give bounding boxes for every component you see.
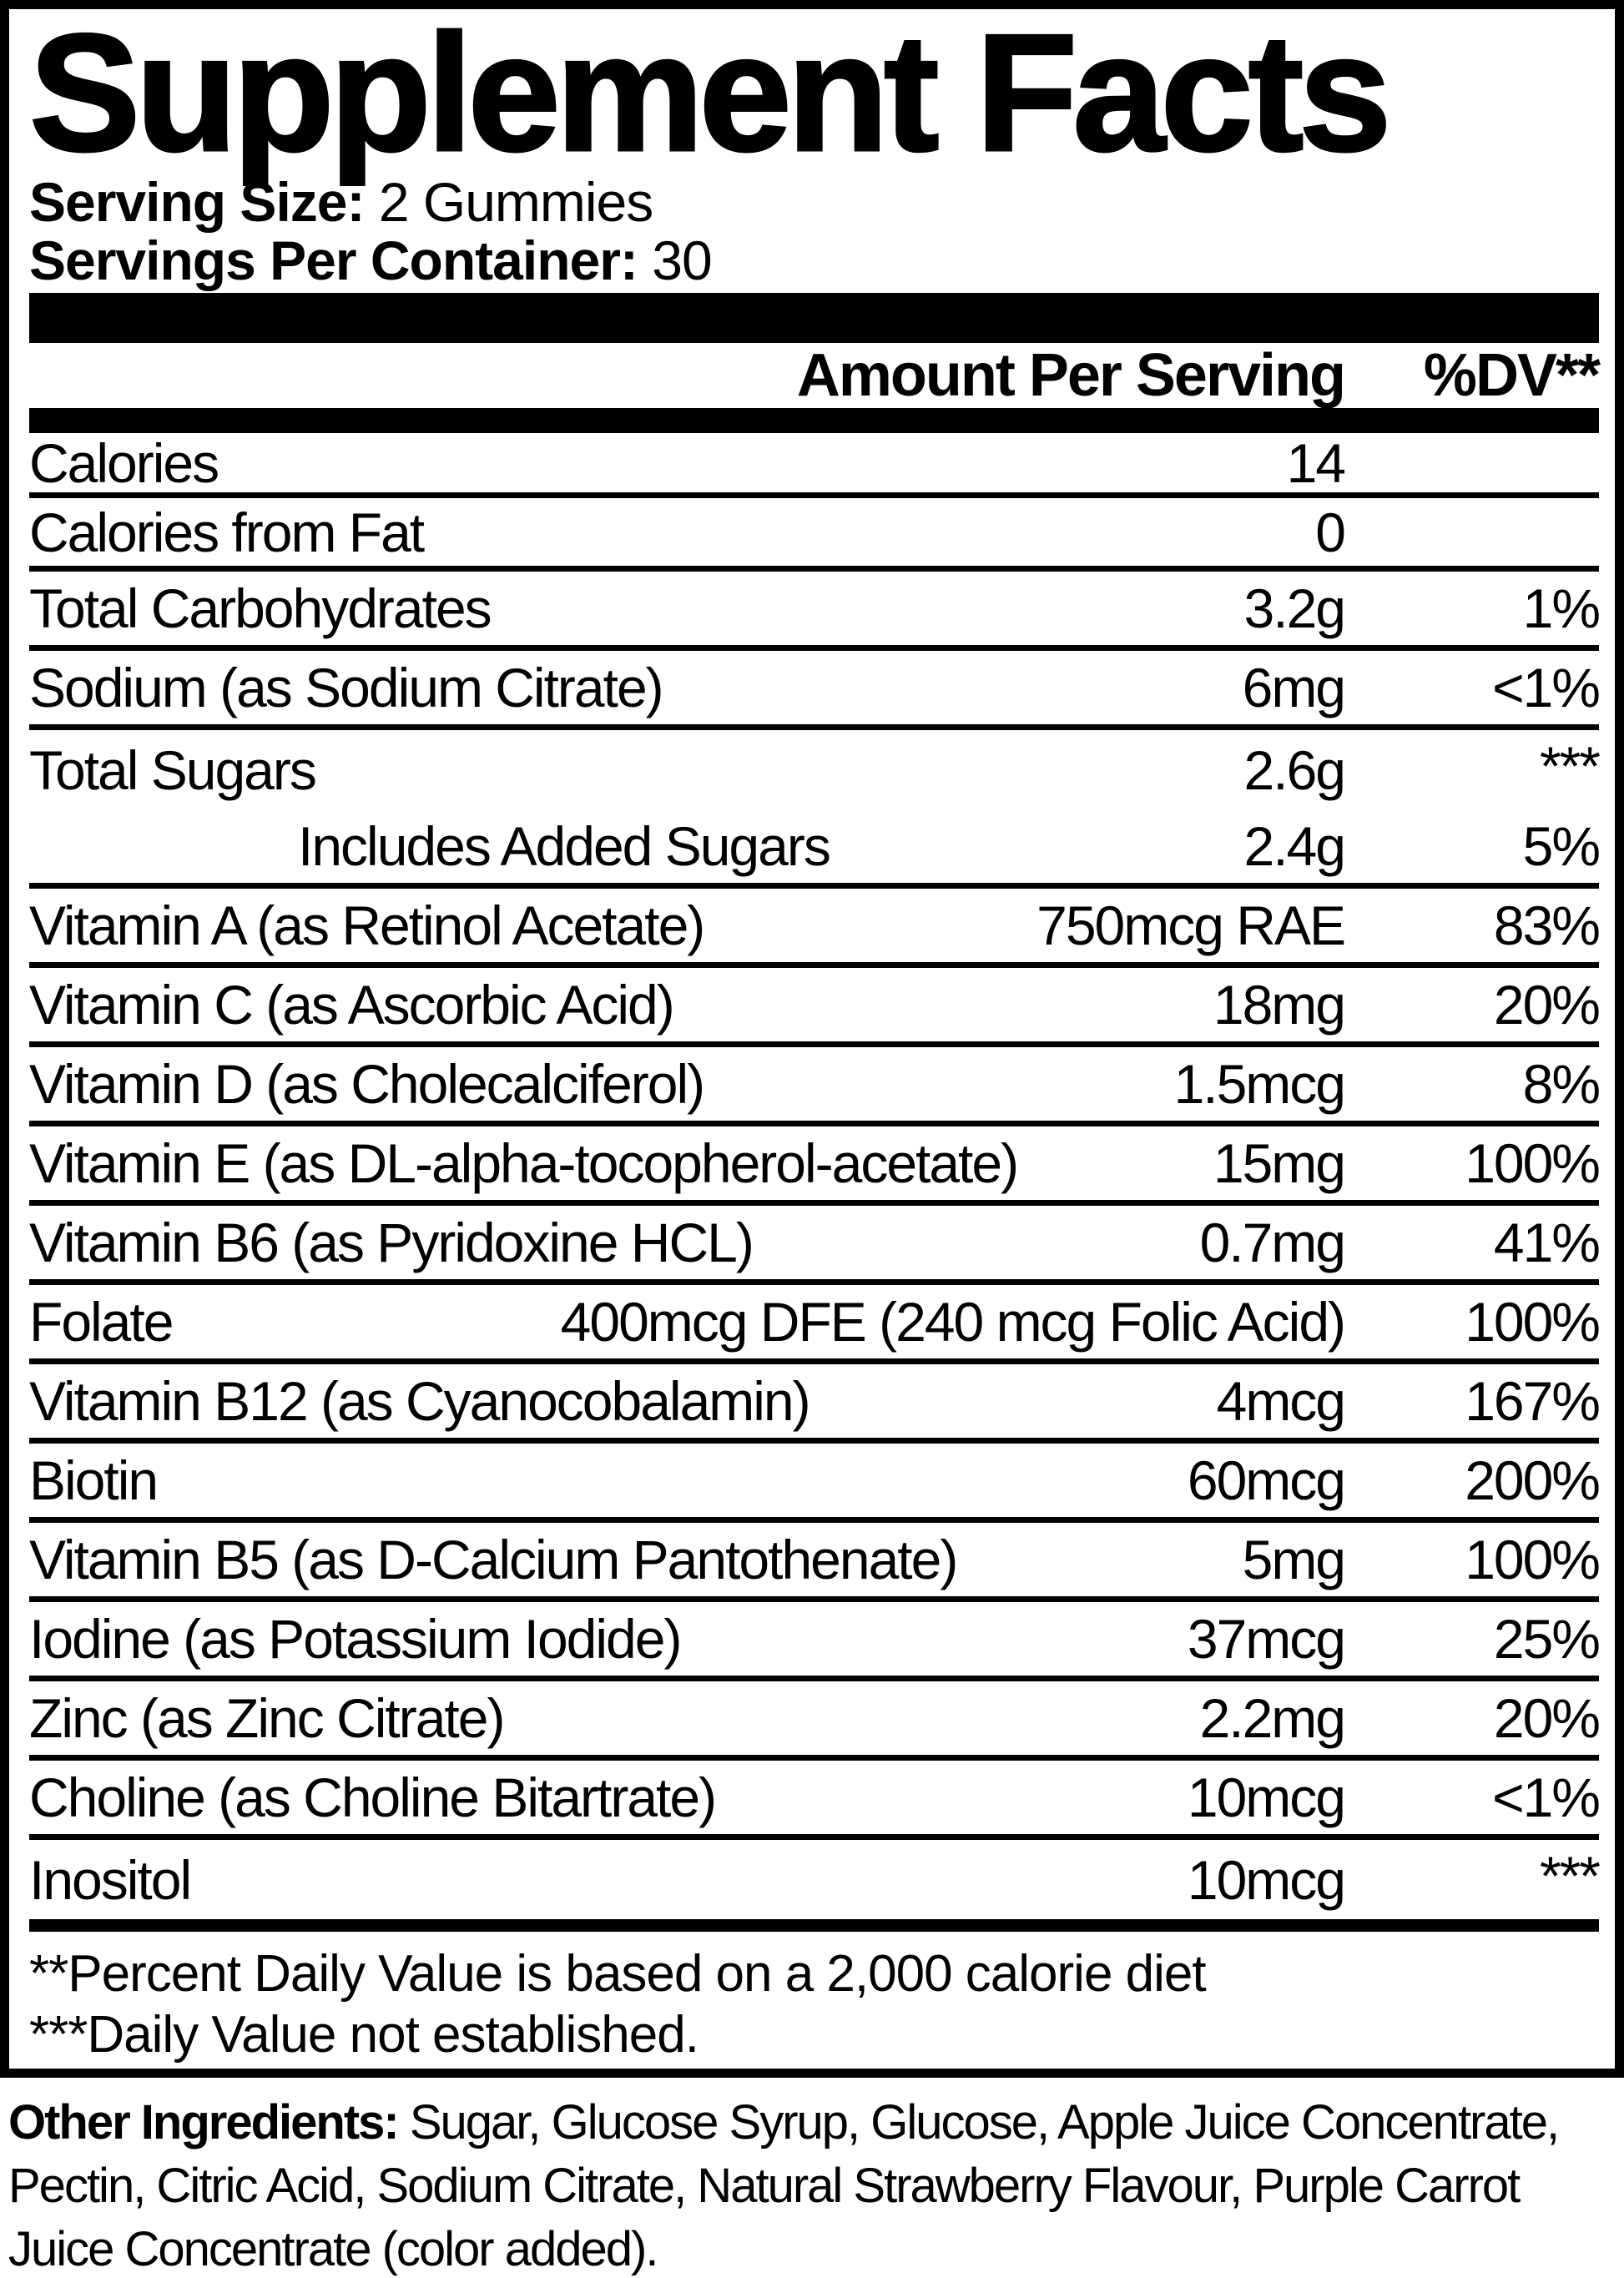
nutrient-name: Vitamin C (as Ascorbic Acid) [29,974,673,1036]
nutrient-amount: 1.5mcg [1173,1053,1344,1115]
nutrient-name: Folate [29,1291,173,1353]
nutrient-name: Iodine (as Potassium Iodide) [29,1608,681,1670]
nutrient-row [29,1364,1599,1444]
nutrient-name: Vitamin A (as Retinol Acetate) [29,895,704,956]
nutrient-name: Total Carbohydrates [29,577,491,639]
nutrient-dv: 83% [1493,895,1599,956]
nutrient-row [29,572,1599,651]
nutrient-dv: 8% [1522,1053,1599,1115]
nutrient-amount: 400mcg DFE (240 mcg Folic Acid) [560,1291,1344,1353]
nutrient-dv: <1% [1492,1766,1599,1828]
nutrient-amount: 10mcg [1187,1848,1344,1911]
nutrient-dv: 20% [1493,974,1599,1036]
nutrient-dv: 200% [1465,1449,1599,1511]
nutrient-name: Total Sugars [29,738,315,801]
nutrient-row [29,730,1599,809]
nutrient-row [29,1206,1599,1285]
nutrient-row [29,809,1599,889]
other-ingredients-paragraph [8,2091,1616,2278]
nutrient-amount: 37mcg [1187,1608,1344,1670]
servings-per-container-line [29,231,1599,290]
nutrient-amount: 18mg [1213,974,1344,1036]
nutrient-dv: 100% [1465,1291,1599,1353]
nutrient-dv: *** [1539,735,1599,797]
nutrient-name: Sodium (as Sodium Citrate) [29,657,663,718]
nutrient-row [29,651,1599,730]
servings-per-container-value: 30 [652,229,712,291]
nutrient-name: Vitamin D (as Cholecalciferol) [29,1053,704,1115]
nutrient-amount: 15mg [1213,1132,1344,1194]
nutrient-dv: 25% [1493,1608,1599,1670]
nutrient-amount: 5mg [1242,1529,1344,1590]
nutrient-row [29,1047,1599,1126]
nutrient-row [29,1285,1599,1364]
nutrient-dv: 167% [1465,1370,1599,1432]
nutrient-name: Vitamin B5 (as D-Calcium Pantothenate) [29,1529,957,1590]
nutrient-amount: 0.7mg [1199,1212,1344,1273]
divider-bar-header [29,408,1599,433]
nutrient-name: Calories [29,431,219,494]
nutrient-row [29,1444,1599,1523]
nutrient-name: Biotin [29,1449,158,1511]
nutrient-amount: 60mcg [1187,1449,1344,1511]
nutrient-dv: 100% [1465,1529,1599,1590]
nutrient-amount: 4mcg [1216,1370,1344,1432]
nutrient-row [29,1602,1599,1681]
nutrient-name: Vitamin E (as DL-alpha-tocopherol-acetate) [29,1132,1018,1194]
nutrient-dv: 20% [1493,1687,1599,1749]
nutrient-amount: 0 [1315,501,1344,563]
nutrient-amount: 10mcg [1187,1766,1344,1828]
nutrient-name: Includes Added Sugars [298,815,830,877]
nutrient-name: Zinc (as Zinc Citrate) [29,1687,504,1749]
servings-per-container-label: Servings Per Container: [29,229,638,291]
nutrient-dv: <1% [1492,657,1599,718]
nutrient-row [29,498,1599,572]
dv-column-header: %DV** [1423,342,1599,409]
nutrient-row [29,1761,1599,1840]
nutrient-amount: 2.4g [1243,815,1344,877]
panel-title: Supplement Facts [29,0,1387,186]
nutrient-name: Vitamin B12 (as Cyanocobalamin) [29,1370,809,1432]
amount-column-header: Amount Per Serving [796,342,1344,409]
nutrient-dv: *** [1539,1845,1599,1907]
nutrient-row [29,1523,1599,1602]
nutrient-rows-table [29,433,1599,1919]
nutrient-name: Vitamin B6 (as Pyridoxine HCL) [29,1212,753,1273]
nutrient-amount: 6mg [1242,657,1344,718]
nutrient-name: Choline (as Choline Bitartrate) [29,1766,716,1828]
other-ingredients-text: Sugar, Glucose Syrup, Glucose, Apple Juice Concentrate, Pectin, Citric Acid, Sodium Citrate, Natural Strawberry Flavour, Purple Carrot Juice Concentrate (color added). [8,2095,1559,2276]
nutrient-amount: 3.2g [1243,577,1344,639]
nutrient-amount: 2.2mg [1199,1687,1344,1749]
serving-size-label: Serving Size: [29,171,365,233]
nutrient-name: Inositol [29,1848,191,1911]
nutrient-row [29,1840,1599,1919]
nutrient-name: Calories from Fat [29,501,424,563]
footnote-daily-value: **Percent Daily Value is based on a 2,000 calorie diet [29,1945,1206,2003]
other-ingredients-label: Other Ingredients: [8,2095,398,2149]
footnote-not-established: ***Daily Value not established. [29,2006,699,2064]
nutrient-row [29,968,1599,1047]
nutrient-amount: 750mcg RAE [1036,895,1344,956]
nutrient-row [29,433,1599,498]
nutrient-amount: 14 [1286,431,1344,494]
divider-bar-footnotes [29,1919,1599,1932]
nutrient-amount: 2.6g [1243,738,1344,801]
nutrient-row [29,889,1599,968]
nutrient-dv: 41% [1493,1212,1599,1273]
nutrient-dv: 5% [1522,815,1599,877]
nutrient-dv: 100% [1465,1132,1599,1194]
footnotes [29,1932,1599,2065]
column-header-row [29,343,1599,408]
nutrient-row [29,1681,1599,1761]
divider-bar-top [29,293,1599,343]
nutrient-dv: 1% [1522,577,1599,639]
serving-size-value: 2 Gummies [378,171,653,233]
nutrient-row [29,1126,1599,1206]
